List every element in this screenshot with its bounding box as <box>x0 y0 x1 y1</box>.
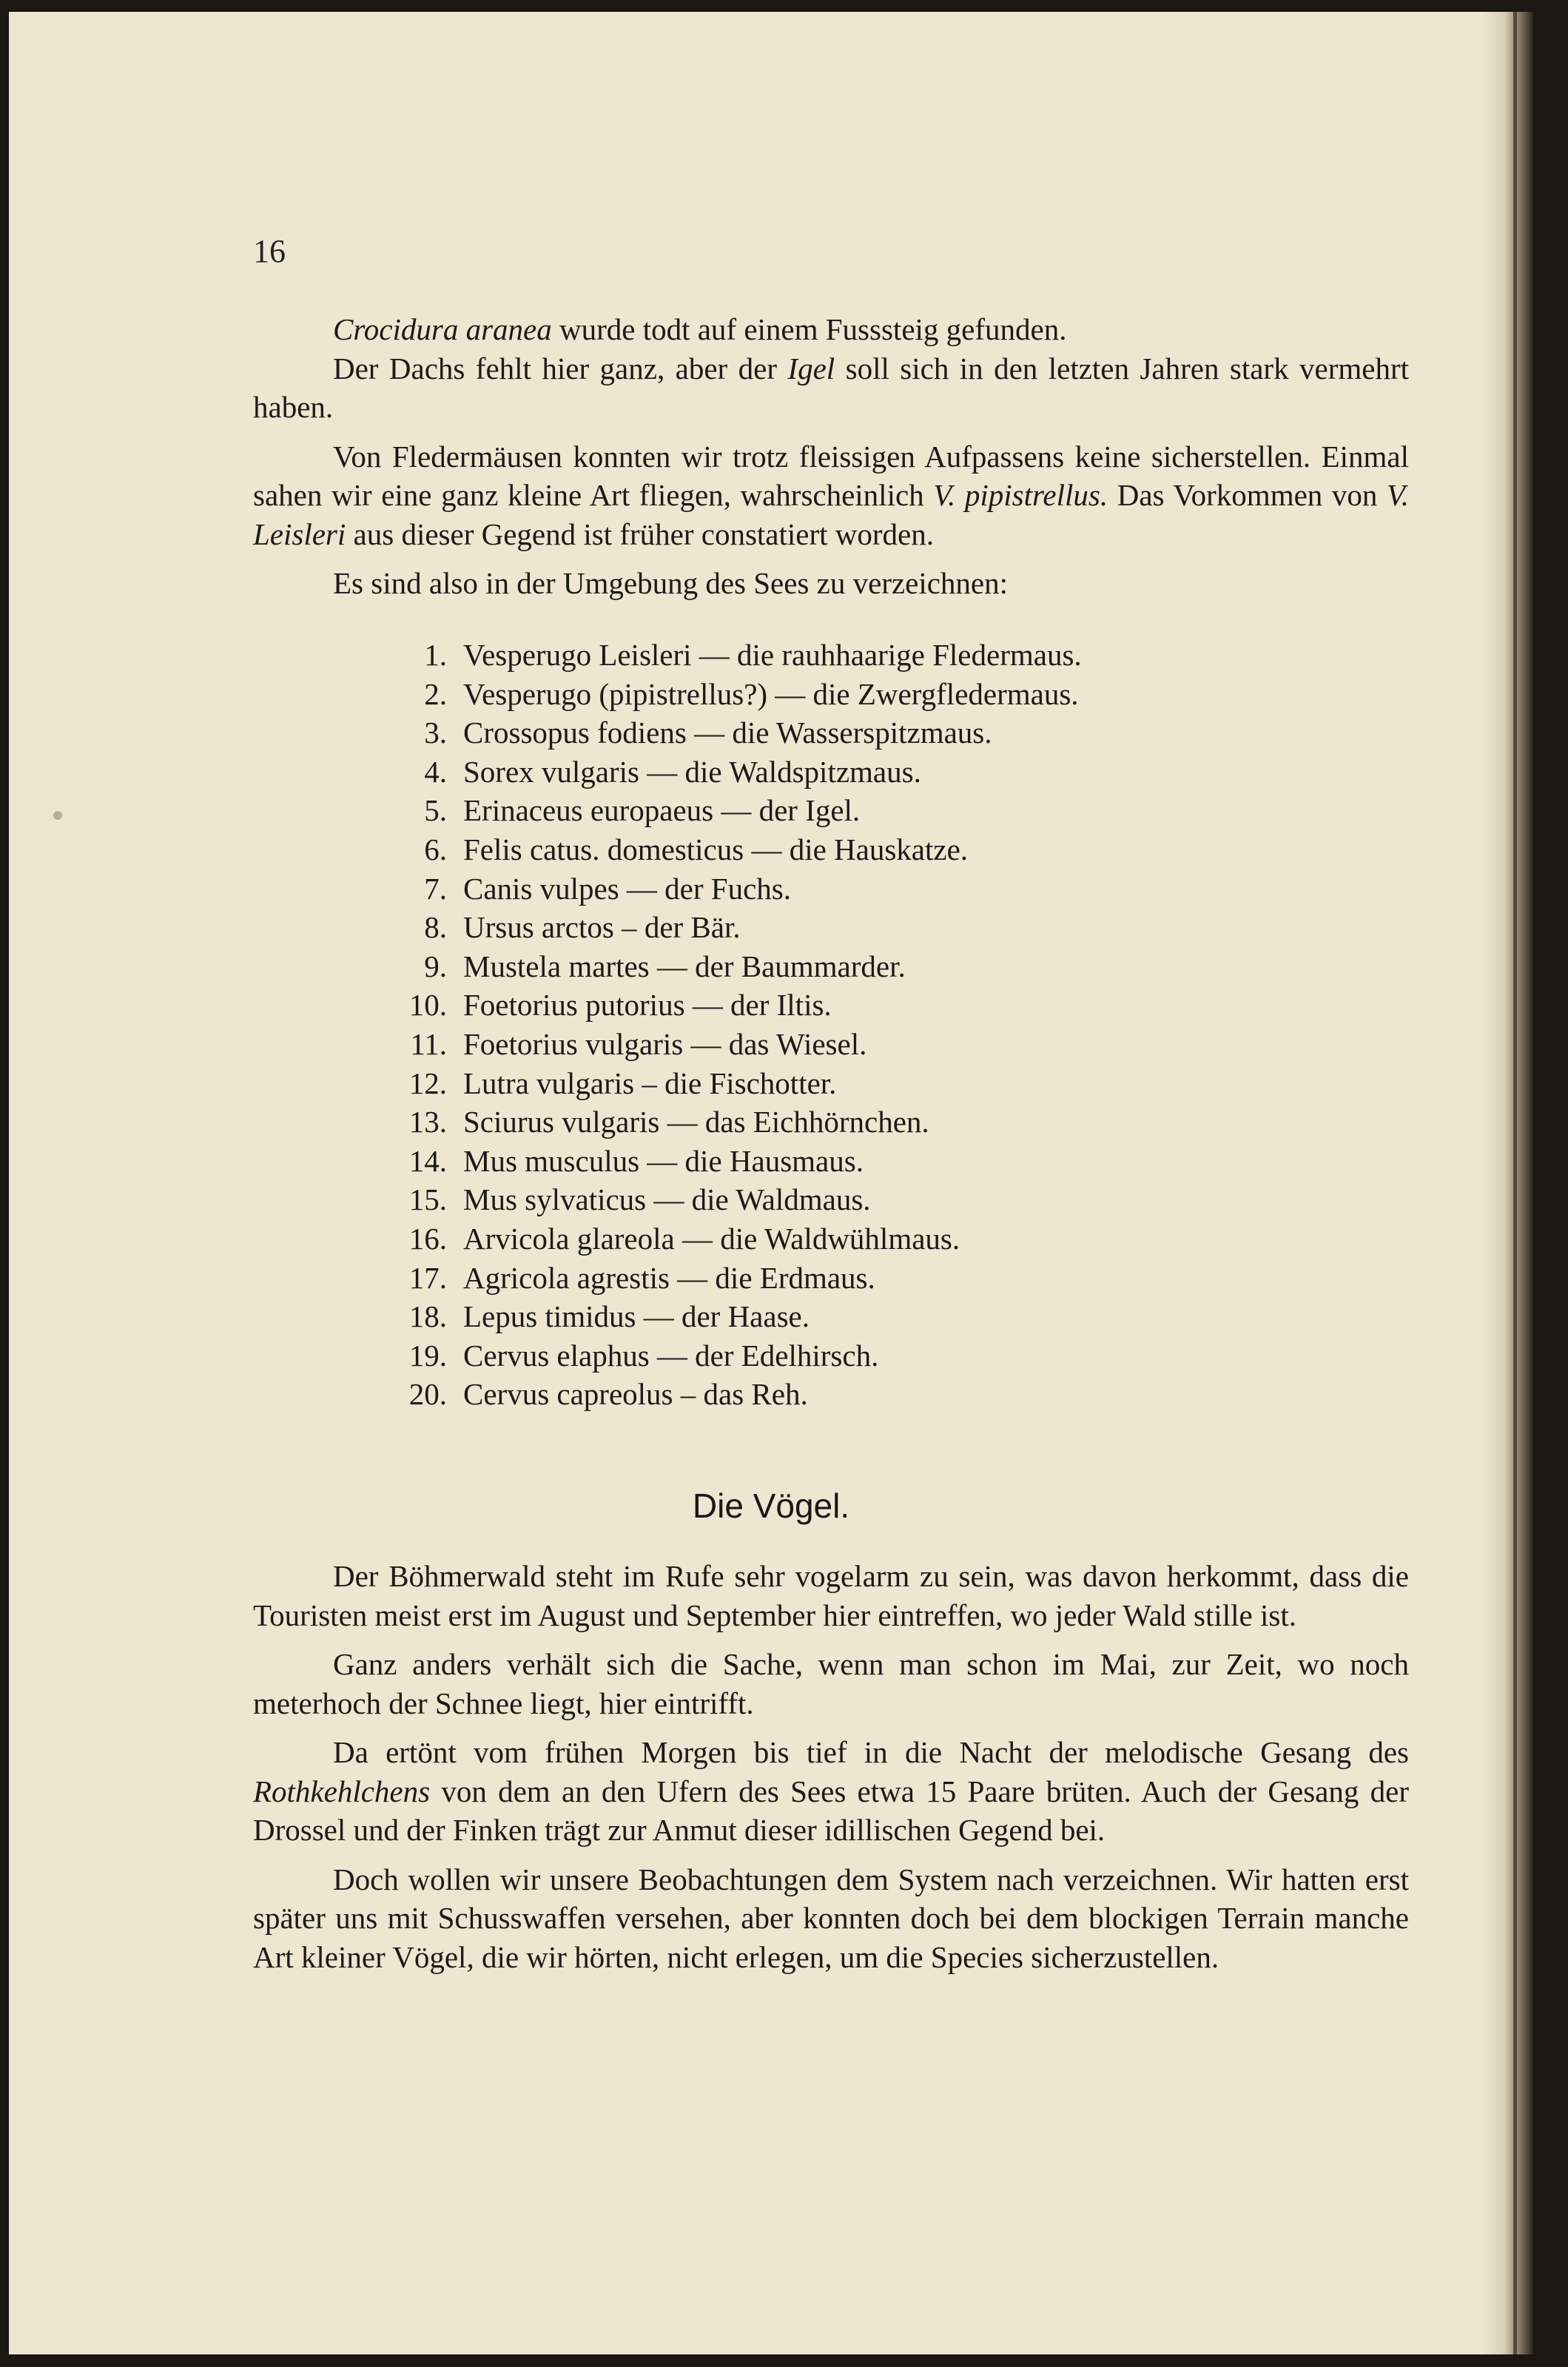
list-item: 17. Agricola agrestis — die Erdmaus. <box>408 1260 875 1295</box>
paper-smudge <box>53 811 62 820</box>
species-name-italic: V. pipistrellus. <box>933 478 1108 512</box>
list-item: 12. Lutra vulgaris – die Fischotter. <box>408 1065 837 1100</box>
list-item: 14. Mus musculus — die Hausmaus. <box>408 1143 864 1178</box>
section-title: Die Vögel. <box>692 1486 850 1525</box>
intro-paragraph-3: Von Fledermäusen konnten wir trotz fleissigen Aufpassens keine sicherstellen. Einmal sahen wir eine ganz kleine Art fliegen, wahrscheinlich V. pipistrellus. Das Vorkommen von V. Leisleri aus dieser Gegend ist früher constatiert worden. <box>253 439 1409 551</box>
intro-paragraph-1: Crocidura aranea wurde todt auf einem Fusssteig gefunden. <box>333 312 1067 346</box>
list-item: 8. Ursus arctos – der Bär. <box>424 910 741 945</box>
intro-text <box>253 310 1409 603</box>
list-item: 9. Mustela martes — der Baummarder. <box>424 949 906 983</box>
birds-paragraph-2: Ganz anders verhält sich die Sache, wenn man schon im Mai, zur Zeit, wo noch meterhoch der Schnee liegt, hier eintrifft. <box>253 1647 1409 1720</box>
list-item: 5. Erinaceus europaeus — der Igel. <box>424 793 861 828</box>
species-list <box>379 636 1082 1414</box>
list-item: 18. Lepus timidus — der Haase. <box>408 1299 810 1334</box>
page-spine-shadow <box>1481 12 1533 2354</box>
page-number: 16 <box>253 233 286 269</box>
page-spine-edge <box>1513 12 1517 2354</box>
list-item: 3. Crossopus fodiens — die Wasserspitzmaus. <box>424 716 992 750</box>
species-name-italic: Crocidura aranea <box>333 312 552 346</box>
birds-paragraph-3: Da ertönt vom frühen Morgen bis tief in die Nacht der melodische Gesang des Rothkehlchens von dem an den Ufern des Sees etwa 15 Paare brüten. Auch der Gesang der Drossel und der Finken trägt zur Anmut dieser idillischen Gegend bei. <box>253 1735 1409 1847</box>
list-item: 2. Vesperugo (pipistrellus?) — die Zwergfledermaus. <box>424 676 1079 711</box>
intro-paragraph-4: Es sind also in der Umgebung des Sees zu verzeichnen: <box>333 566 1009 600</box>
birds-text <box>253 1557 1409 1987</box>
list-item: 1. Vesperugo Leisleri — die rauhhaarige Fledermaus. <box>424 638 1082 672</box>
species-name-italic: V. Leisleri <box>253 478 1409 551</box>
list-item: 10. Foetorius putorius — der Iltis. <box>408 988 832 1023</box>
list-item: 6. Felis catus. domesticus — die Hauskatze. <box>424 832 969 866</box>
list-item: 16. Arvicola glareola — die Waldwühlmaus. <box>408 1221 960 1256</box>
list-item: 11. Foetorius vulgaris — das Wiesel. <box>410 1026 867 1061</box>
list-item: 13. Sciurus vulgaris — das Eichhörnchen. <box>408 1105 929 1139</box>
book-page <box>9 12 1533 2354</box>
species-name-italic: Igel <box>787 351 835 385</box>
list-item: 20. Cervus capreolus – das Reh. <box>408 1377 808 1412</box>
intro-paragraph-2: Der Dachs fehlt hier ganz, aber der Igel soll sich in den letzten Jahren stark vermehrt haben. <box>253 351 1410 424</box>
list-item: 4. Sorex vulgaris — die Waldspitzmaus. <box>424 754 921 789</box>
species-name-italic: Rothkehlchens <box>253 1774 431 1808</box>
birds-paragraph-4: Doch wollen wir unsere Beobachtungen dem System nach verzeichnen. Wir hatten erst später uns mit Schusswaffen versehen, aber konnten doch bei dem blockigen Terrain manche Art kleiner Vögel, die wir hörten, nicht erlegen, um die Species sicherzustellen. <box>253 1862 1409 1974</box>
birds-paragraph-1: Der Böhmerwald steht im Rufe sehr vogelarm zu sein, was davon herkommt, dass die Touristen meist erst im August und September hier eintreffen, wo jeder Wald stille ist. <box>253 1559 1409 1632</box>
list-item: 15. Mus sylvaticus — die Waldmaus. <box>408 1182 871 1217</box>
list-item: 19. Cervus elaphus — der Edelhirsch. <box>408 1338 879 1373</box>
list-item: 7. Canis vulpes — der Fuchs. <box>424 871 791 906</box>
